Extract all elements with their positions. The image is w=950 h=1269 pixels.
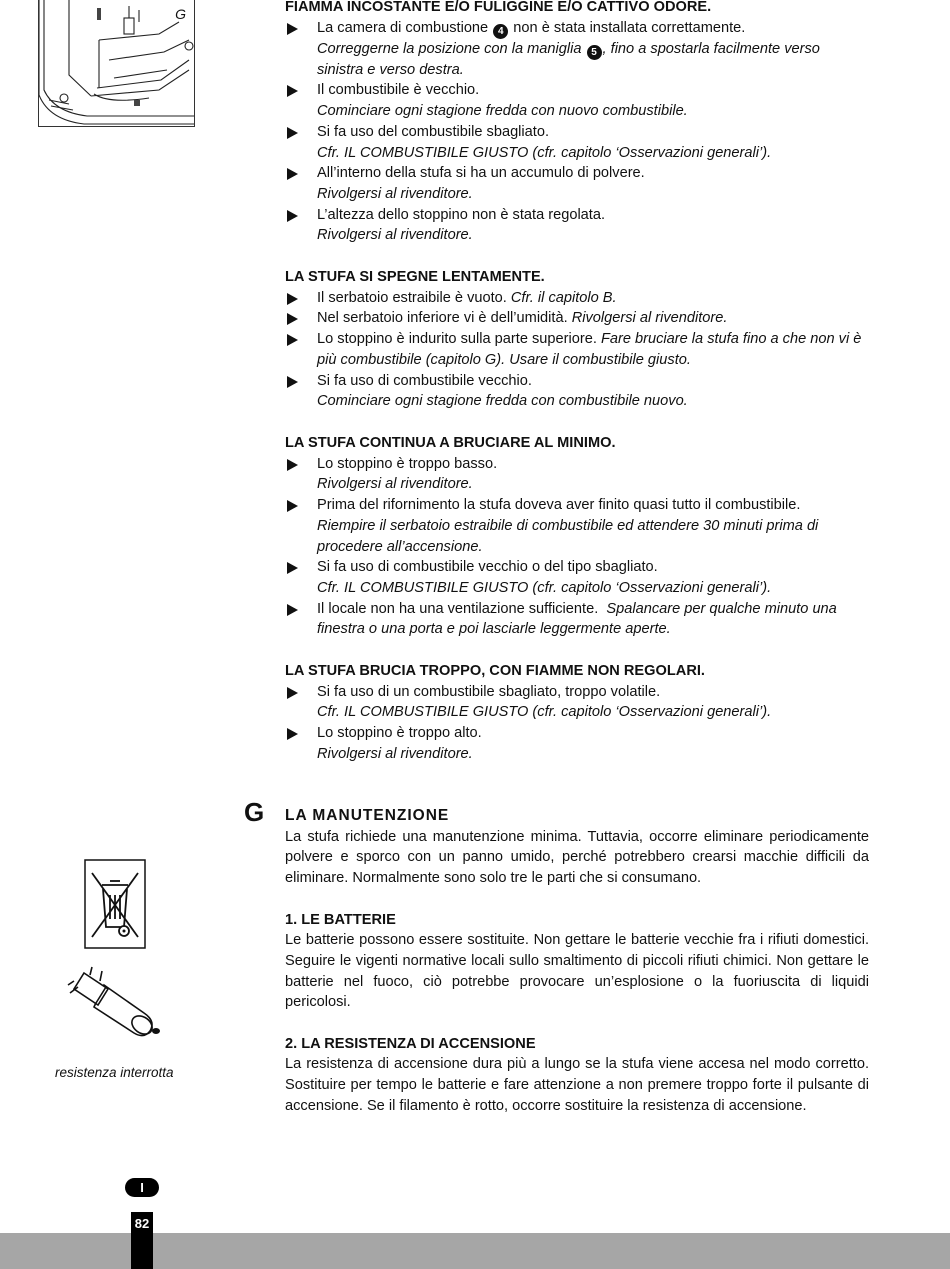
list-item [285, 723, 869, 764]
item-text: L’altezza dello stoppino non è stata regolata. [317, 206, 606, 223]
list-item [285, 682, 869, 723]
bullet-triangle-icon [287, 168, 298, 180]
section-spegne-lentamente [285, 267, 869, 412]
item-hint: Rivolgersi al rivenditore. [317, 745, 473, 762]
list-item [285, 599, 869, 640]
list-item [285, 308, 869, 329]
bullet-triangle-icon [287, 604, 298, 616]
item-hint: Cfr. IL COMBUSTIBILE GIUSTO (cfr. capitolo ‘Osservazioni generali’). [317, 579, 772, 596]
bullet-triangle-icon [287, 210, 298, 222]
section-brucia-troppo [285, 661, 869, 765]
item-text: Il locale non ha una ventilazione sufficiente. [317, 600, 599, 617]
bullet-triangle-icon [287, 376, 298, 388]
item-text: non è stata installata correttamente. [513, 19, 746, 36]
item-text: Prima del rifornimento la stufa doveva aver finito quasi tutto il combustibile. [317, 497, 801, 514]
bullet-triangle-icon [287, 23, 298, 35]
list-item [285, 163, 869, 204]
paragraph-intro: La stufa richiede una manutenzione minima. Tuttavia, occorre eliminare periodicamente polvere e sporco con un panno umido, perché potrebbero crearsi macchie difficili da eliminare. Normalmente sono solo tre le parti che si consumano. [285, 828, 869, 887]
paragraph-resistenza: La resistenza di accensione dura più a lungo se la stufa viene accesa nel modo corretto. Sostituire per tempo le batterie e fare attenzione a non premere troppo forte il pulsante di accensione. Se il filamento è rotto, occorre sostituire la resistenza di accensione. [285, 1056, 869, 1114]
item-hint: Fare bruciare la stufa fino a che non vi è più combustibile (capitolo G). Usare il combustibile giusto. [317, 331, 862, 368]
item-text: Il combustibile è vecchio. [317, 82, 480, 99]
list-item [285, 80, 869, 121]
section-heading: LA STUFA SI SPEGNE LENTAMENTE. [285, 269, 545, 285]
section-brucia-al-minimo [285, 433, 869, 640]
subsection-heading-batterie: 1. LE BATTERIE [285, 911, 396, 928]
section-heading: LA STUFA BRUCIA TROPPO, CON FIAMME NON REGOLARI. [285, 663, 705, 679]
item-text: Si fa uso di un combustibile sbagliato, troppo volatile. [317, 683, 661, 700]
page-number: 82 [134, 1216, 150, 1231]
list-item [285, 18, 869, 81]
item-text: Il serbatoio estraibile è vuoto. [317, 289, 507, 306]
chapter-letter: G [244, 797, 265, 827]
number-4-icon: 4 [493, 24, 508, 39]
item-text: Si fa uso del combustibile sbagliato. [317, 123, 550, 140]
bullet-triangle-icon [287, 127, 298, 139]
item-text: All’interno della stufa si ha un accumulo di polvere. [317, 165, 645, 182]
bullet-triangle-icon [287, 459, 298, 471]
figure-letter: G [175, 6, 186, 22]
item-text: Lo stoppino è troppo basso. [317, 455, 498, 472]
figure-caption: resistenza interrotta [55, 1065, 174, 1080]
item-hint: Rivolgersi al rivenditore. [571, 310, 728, 327]
item-hint: , fino a spostarla facilmente verso sinistra e verso destra. [317, 40, 820, 78]
number-5-icon: 5 [587, 45, 602, 60]
item-hint: Spalancare per qualche minuto una finestra o una porta e poi lasciarle leggermente aperte. [317, 600, 837, 638]
bullet-triangle-icon [287, 293, 298, 305]
item-hint: Rivolgersi al rivenditore. [317, 227, 473, 244]
list-item [285, 288, 869, 309]
item-hint: Riempire il serbatoio estraibile di combustibile ed attendere 30 minuti prima di procedere all’accensione. [317, 517, 819, 555]
item-hint: Cfr. il capitolo B. [510, 289, 617, 306]
list-item [285, 122, 869, 163]
item-hint: Correggerne la posizione con la maniglia [317, 40, 582, 57]
list-item [285, 371, 869, 412]
list-item [285, 557, 869, 598]
crossed-out-bin-icon [84, 859, 146, 949]
list-item [285, 454, 869, 495]
item-hint: Rivolgersi al rivenditore. [317, 185, 473, 202]
section-manutenzione [285, 806, 869, 1117]
list-item [285, 205, 869, 246]
section-heading: LA STUFA CONTINUA A BRUCIARE AL MINIMO. [285, 435, 616, 451]
bullet-triangle-icon [287, 313, 298, 325]
stove-detail-illustration [38, 0, 195, 127]
bullet-triangle-icon [287, 334, 298, 346]
list-item [285, 495, 869, 557]
item-text: Si fa uso di combustibile vecchio o del tipo sbagliato. [317, 559, 658, 576]
item-text: Nel serbatoio inferiore vi è dell’umidità. [317, 310, 568, 327]
subsection-heading-resistenza: 2. LA RESISTENZA DI ACCENSIONE [285, 1035, 536, 1052]
item-text: La camera di combustione [317, 19, 489, 36]
stove-drawing [39, 0, 194, 126]
chapter-title: LA MANUTENZIONE [285, 807, 450, 824]
item-text: Lo stoppino è indurito sulla parte superiore. [317, 331, 597, 348]
bullet-triangle-icon [287, 728, 298, 740]
paragraph-batterie: Le batterie possono essere sostituite. Non gettare le batterie vecchie fra i rifiuti domestici. Seguire le vigenti normative locali sullo smaltimento di piccoli rifiuti chimici. Non gettare le batterie nel fuoco, ciò potrebbe provocare un’esplosione o la fuoriuscita di liquidi pericolosi. [285, 932, 869, 1011]
bullet-triangle-icon [287, 85, 298, 97]
bullet-triangle-icon [287, 687, 298, 699]
language-badge: I [125, 1178, 159, 1197]
item-hint: Rivolgersi al rivenditore. [317, 476, 473, 493]
item-hint: Cominciare ogni stagione fredda con nuovo combustibile. [317, 103, 688, 120]
section-heading: FIAMMA INCOSTANTE E/O FULIGGINE E/O CATTIVO ODORE. [285, 0, 712, 15]
bullet-triangle-icon [287, 562, 298, 574]
section-fiamma-incostante [285, 0, 869, 246]
item-text: Lo stoppino è troppo alto. [317, 725, 482, 742]
broken-resistor-icon [64, 963, 174, 1045]
list-item [285, 329, 869, 370]
bullet-triangle-icon [287, 500, 298, 512]
item-hint: Cominciare ogni stagione fredda con combustibile nuovo. [317, 393, 688, 410]
item-text: Si fa uso di combustibile vecchio. [317, 372, 532, 389]
item-hint: Cfr. IL COMBUSTIBILE GIUSTO (cfr. capitolo ‘Osservazioni generali’). [317, 704, 772, 721]
item-hint: Cfr. IL COMBUSTIBILE GIUSTO (cfr. capitolo ‘Osservazioni generali’). [317, 144, 772, 161]
